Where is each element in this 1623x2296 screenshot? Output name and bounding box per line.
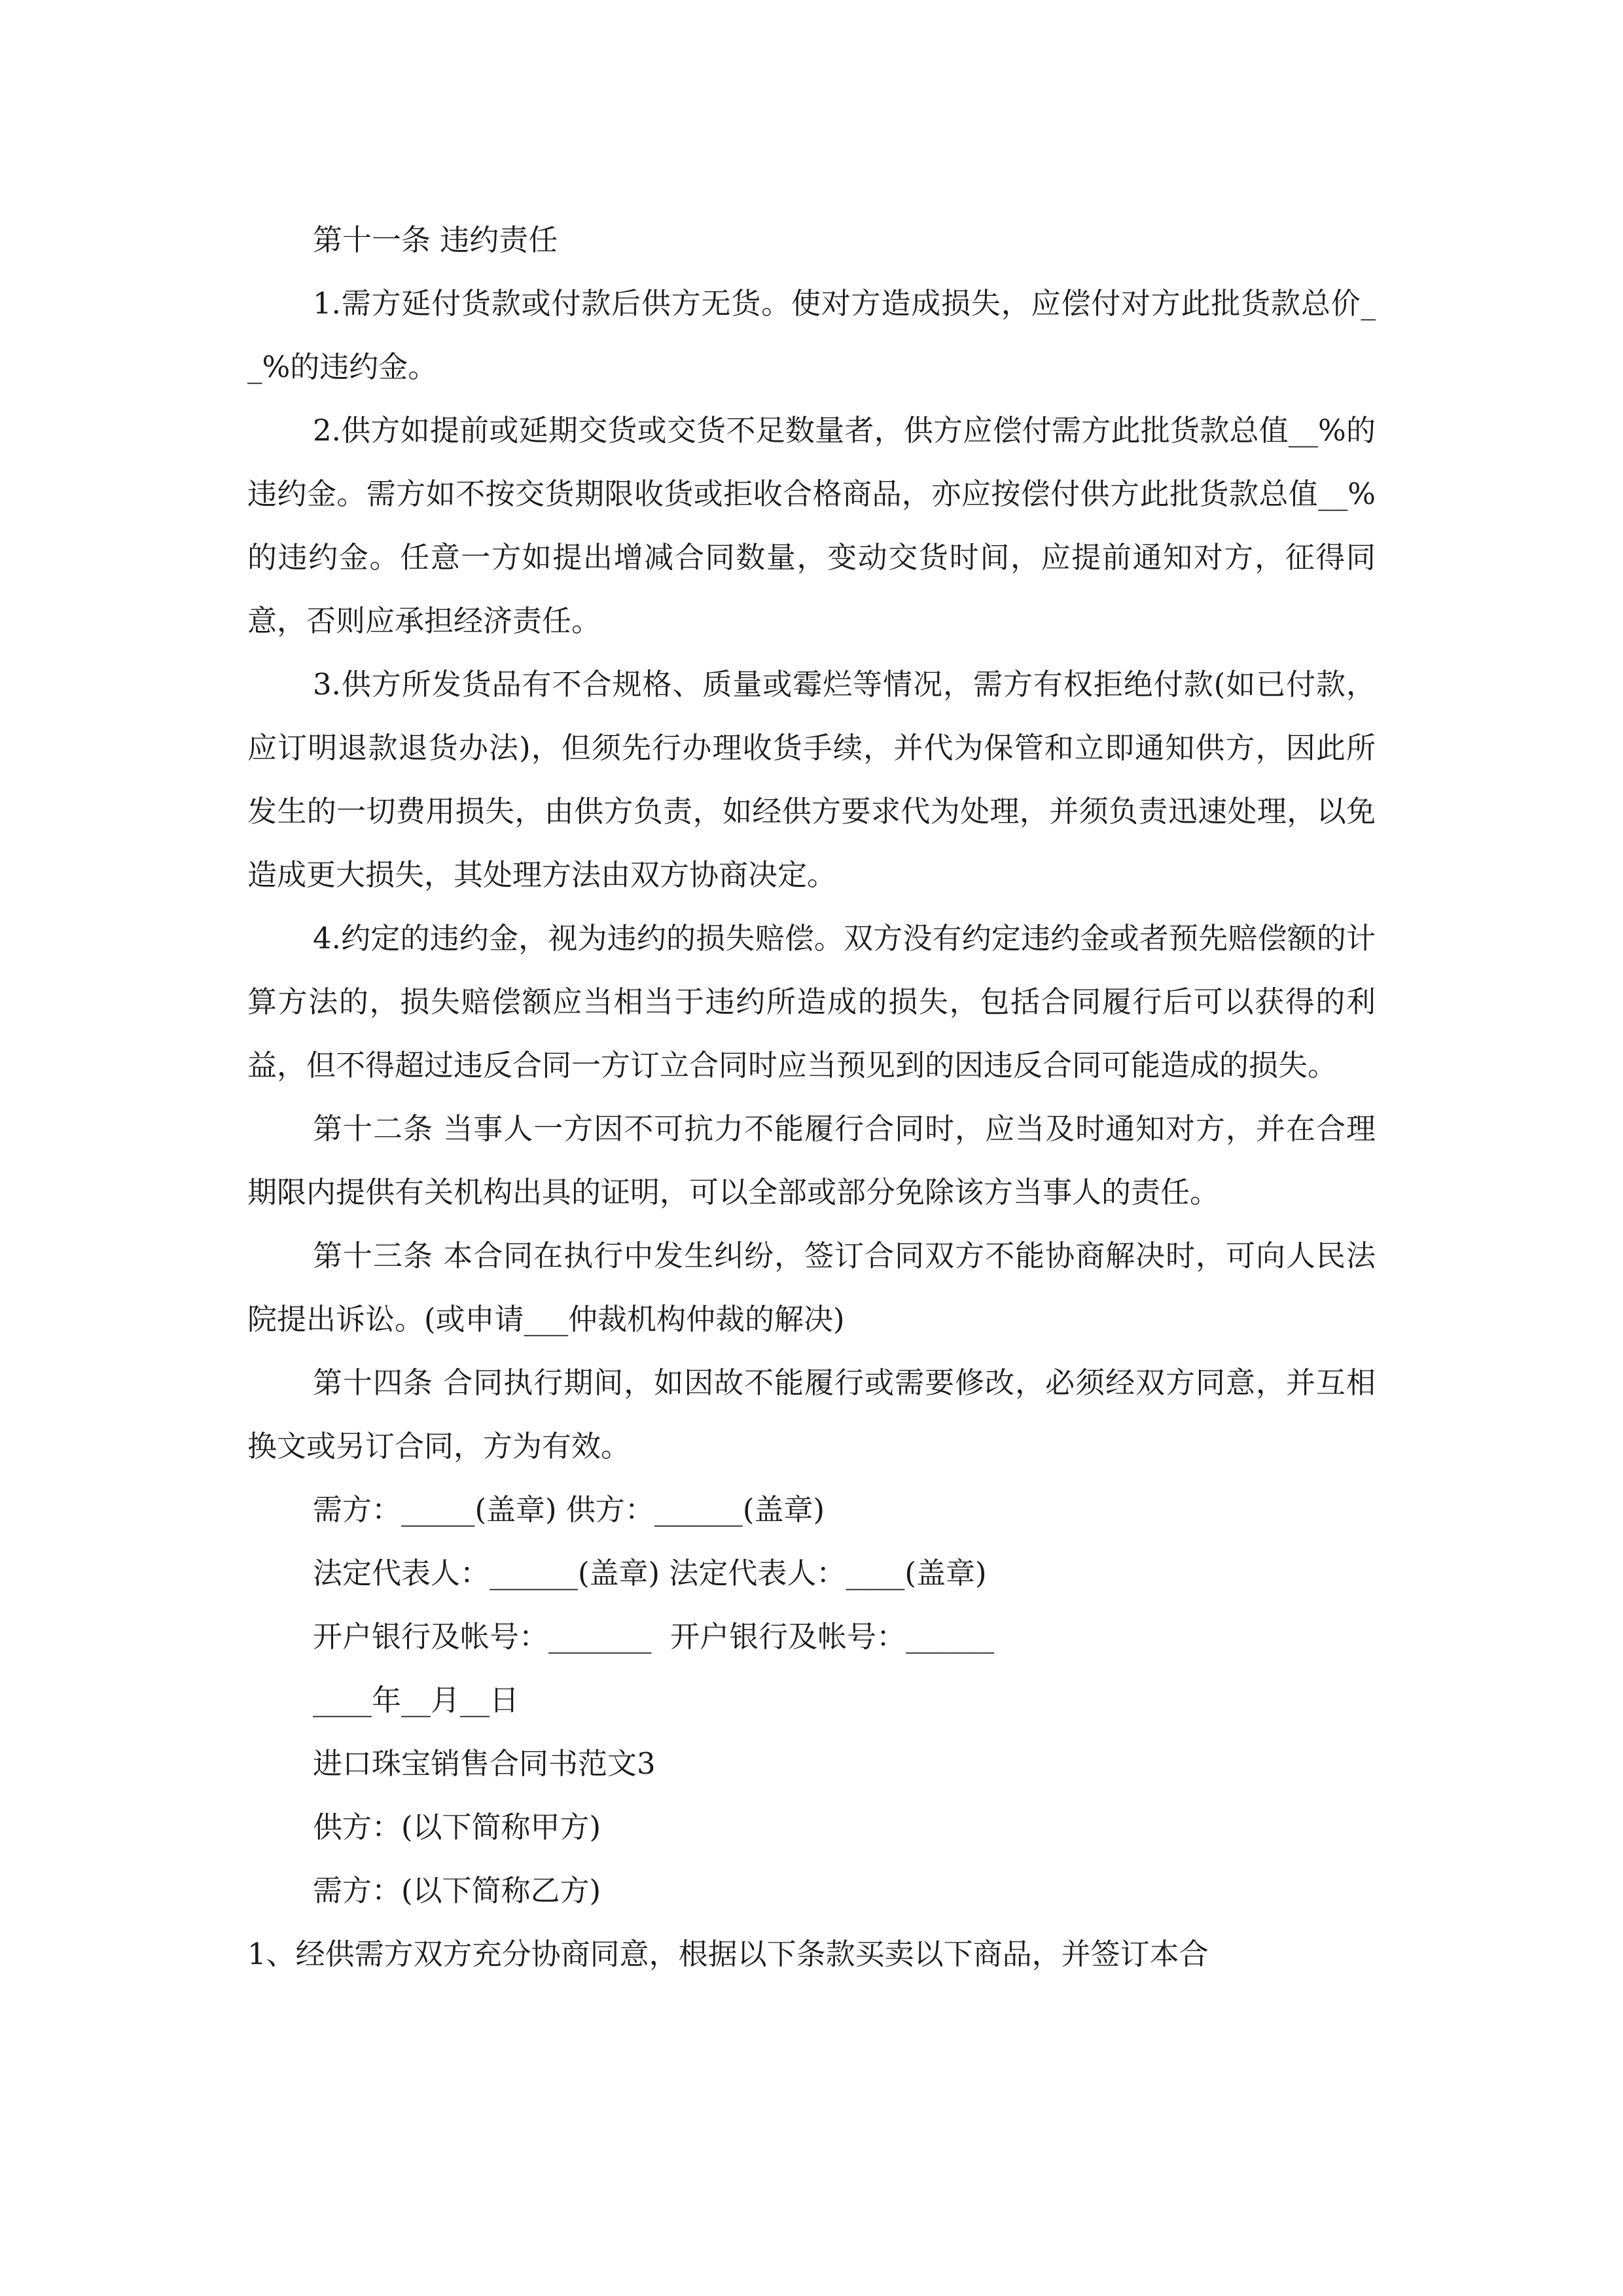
document-body: [247, 208, 1376, 1986]
sample-3-buyer-line: 需方：(以下简称乙方): [313, 1873, 601, 1908]
article-11-item-3: 3.供方所发货品有不合规格、质量或霉烂等情况，需方有权拒绝付款(如已付款，应订明退款退货办法)，但须先行办理收货手续，并代为保管和立即通知供方，因此所发生的一切费用损失，由供方负责，如经供方要求代为处理，并须负责迅速处理，以免造成更大损失，其处理方法由双方协商决定。: [247, 667, 1376, 892]
signature-bank-line: 开户银行及帐号：_______ 开户银行及帐号：______: [313, 1619, 995, 1654]
article-11-item-4: 4.约定的违约金，视为违约的损失赔偿。双方没有约定违约金或者预先赔偿额的计算方法的，损失赔偿额应当相当于违约所造成的损失，包括合同履行后可以获得的利益，但不得超过违反合同一方订立合同时应当预见到的因违反合同可能造成的损失。: [247, 921, 1376, 1083]
sample-3-supplier-line: 供方：(以下简称甲方): [313, 1810, 601, 1844]
signature-parties-line: 需方：_____(盖章) 供方：______(盖章): [313, 1492, 825, 1527]
article-11-title: 第十一条 违约责任: [313, 223, 558, 257]
signature-date-line: ____年__月__日: [313, 1683, 520, 1717]
article-11-item-1: 1.需方延付货款或付款后供方无货。使对方造成损失，应偿付对方此批货款总价__%的违约金。: [247, 286, 1376, 384]
signature-representatives-line: 法定代表人：______(盖章) 法定代表人：____(盖章): [313, 1556, 987, 1590]
article-13: 第十三条 本合同在执行中发生纠纷，签订合同双方不能协商解决时，可向人民法院提出诉讼。(或申请___仲裁机构仲裁的解决): [247, 1238, 1376, 1336]
sample-3-title: 进口珠宝销售合同书范文3: [313, 1746, 656, 1781]
article-11-item-2: 2.供方如提前或延期交货或交货不足数量者，供方应偿付需方此批货款总值__%的违约金。需方如不按交货期限收货或拒收合格商品，亦应按偿付供方此批货款总值__%的违约金。任意一方如提出增减合同数量，变动交货时间，应提前通知对方，征得同意，否则应承担经济责任。: [247, 413, 1376, 638]
article-12: 第十二条 当事人一方因不可抗力不能履行合同时，应当及时通知对方，并在合理期限内提供有关机构出具的证明，可以全部或部分免除该方当事人的责任。: [247, 1111, 1376, 1210]
sample-3-clause-1: 1、经供需方双方充分协商同意，根据以下条款买卖以下商品，并签订本合: [247, 1937, 1209, 1971]
article-14: 第十四条 合同执行期间，如因故不能履行或需要修改，必须经双方同意，并互相换文或另订合同，方为有效。: [247, 1365, 1376, 1463]
